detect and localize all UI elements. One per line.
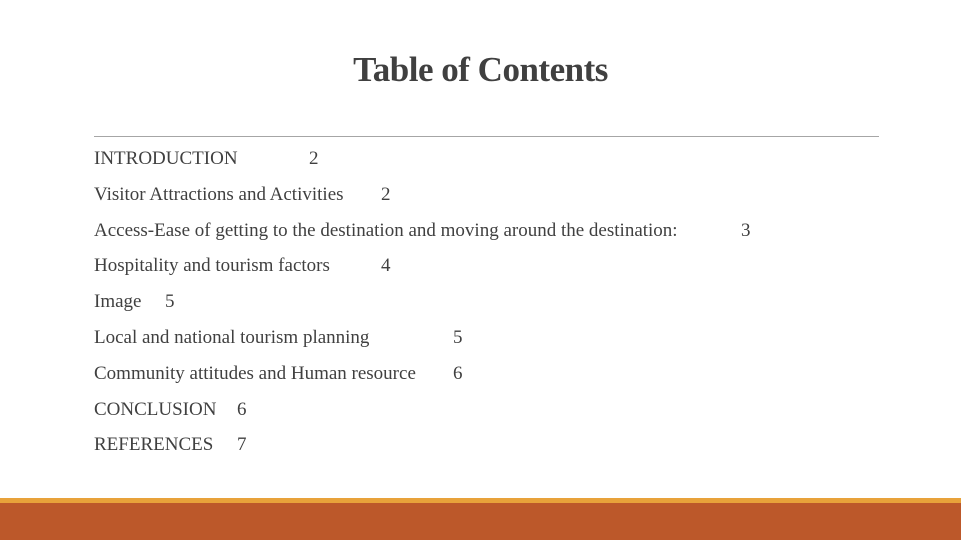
toc-entry-page-number: 7 (237, 434, 247, 456)
toc-entry-label: Community attitudes and Human resource (94, 362, 416, 384)
title-divider (94, 136, 879, 137)
page-title: Table of Contents (353, 50, 608, 89)
toc-entry-page-number: 6 (453, 362, 463, 384)
toc-entry-page-number: 2 (381, 183, 391, 205)
toc-entry-visitor-attractions[interactable] (94, 183, 879, 219)
toc-entry-label: Visitor Attractions and Activities (94, 183, 344, 205)
footer-bar (0, 503, 961, 540)
toc-entry-label: Hospitality and tourism factors (94, 255, 330, 277)
toc-entry-label: REFERENCES (94, 434, 214, 456)
toc-entry-hospitality[interactable] (94, 254, 879, 290)
toc-entry-introduction[interactable] (94, 147, 879, 183)
toc-entry-label: INTRODUCTION (94, 148, 238, 169)
toc-entry-access[interactable] (94, 219, 879, 255)
toc-entry-page-number: 6 (237, 398, 247, 420)
toc-entry-community-attitudes[interactable] (94, 362, 879, 398)
toc-entry-label: Access-Ease of getting to the destination and moving around the destination: (94, 219, 678, 241)
toc-entry-page-number: 5 (453, 326, 463, 348)
toc-entry-page-number: 4 (381, 255, 391, 277)
toc-entry-page-number: 2 (309, 148, 319, 169)
toc-entry-label: CONCLUSION (94, 398, 217, 420)
toc-entry-label: Local and national tourism planning (94, 326, 370, 348)
toc-entry-references[interactable] (94, 433, 879, 469)
toc-entry-image[interactable] (94, 290, 879, 326)
toc-entry-label: Image (94, 291, 142, 313)
toc-entry-conclusion[interactable] (94, 398, 879, 434)
toc-entry-tourism-planning[interactable] (94, 326, 879, 362)
table-of-contents (94, 147, 879, 469)
toc-entry-page-number: 3 (741, 219, 751, 241)
toc-entry-page-number: 5 (165, 291, 175, 313)
